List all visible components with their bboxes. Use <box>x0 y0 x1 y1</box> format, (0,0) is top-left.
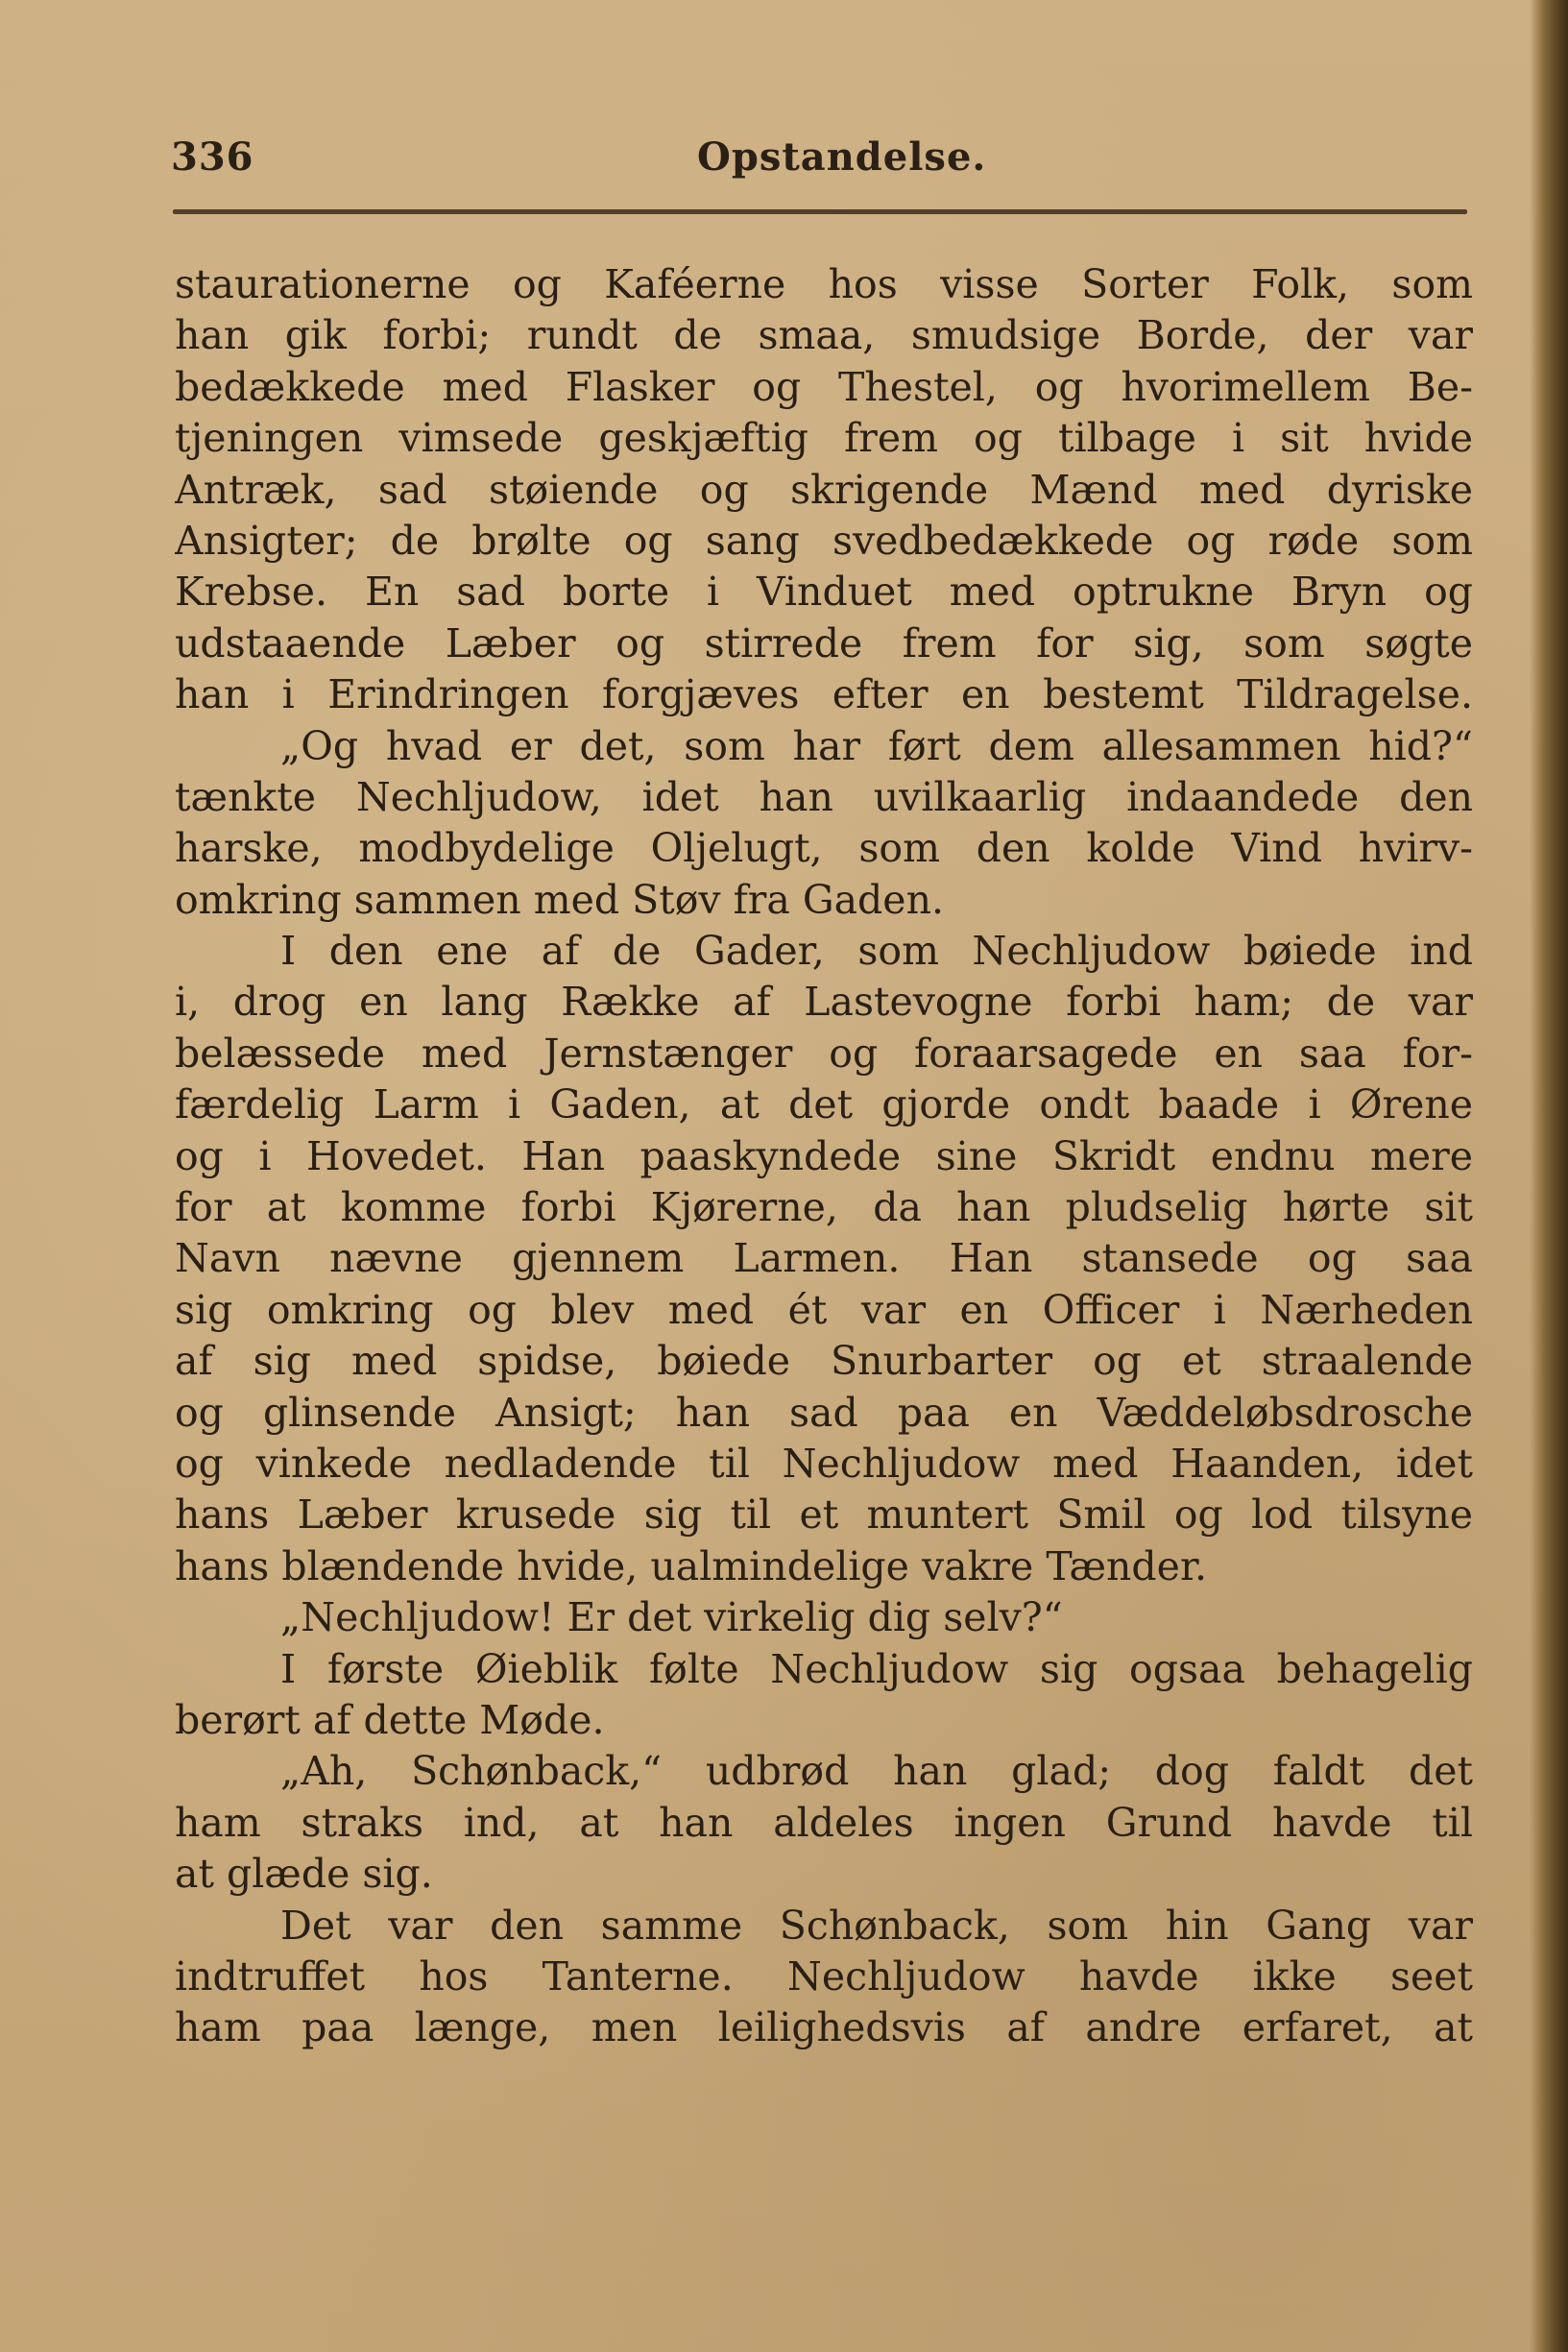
text-line: hans blændende hvide, ualmindelige vakre Tænder. <box>175 1542 1208 1589</box>
text-line: Krebse. En sad borte i Vinduet med optrukne Bryn og <box>175 569 1473 616</box>
text-line: omkring sammen med Støv fra Gaden. <box>175 876 945 923</box>
text-line: Antræk, sad støiende og skrigende Mænd med dyriske <box>175 466 1473 513</box>
text-line: „Nechljudow! Er det virkelig dig selv?“ <box>280 1594 1063 1641</box>
text-line: i, drog en lang Række af Lastevogne forbi ham; de var <box>175 979 1473 1026</box>
text-line: han i Erindringen forgjæves efter en bestemt Tildragelse. <box>175 671 1473 718</box>
body-text <box>175 259 1473 2054</box>
text-line: staurationerne og Kaféerne hos visse Sorter Folk, som <box>175 261 1473 307</box>
text-line: Ansigter; de brølte og sang svedbedækkede og røde som <box>175 517 1473 564</box>
page-edge-shadow <box>1530 0 1568 2352</box>
text-line: bedækkede med Flasker og Thestel, og hvorimellem Be- <box>175 363 1473 410</box>
text-line: Navn nævne gjennem Larmen. Han stansede og saa <box>175 1235 1473 1282</box>
text-line: berørt af dette Møde. <box>175 1696 605 1743</box>
text-line: udstaaende Læber og stirrede frem for sig, som søgte <box>175 619 1473 667</box>
header-rule <box>173 209 1467 214</box>
text-line: ham paa længe, men leilighedsvis af andre erfaret, at <box>175 2004 1473 2051</box>
text-line: tænkte Nechljudow, idet han uvilkaarlig indaandede den <box>175 773 1473 820</box>
text-line: I den ene af de Gader, som Nechljudow bøiede ind <box>280 928 1473 975</box>
page-number: 336 <box>171 134 254 180</box>
text-line: belæssede med Jernstænger og foraarsagede en saa for- <box>175 1030 1473 1077</box>
text-line: I første Øieblik følte Nechljudow sig ogsaa behagelig <box>280 1645 1473 1692</box>
text-line: at glæde sig. <box>175 1851 433 1898</box>
text-line: tjeningen vimsede geskjæftig frem og tilbage i sit hvide <box>175 415 1473 462</box>
text-line: og i Hovedet. Han paaskyndede sine Skridt endnu mere <box>175 1132 1473 1179</box>
page-header <box>171 134 1472 188</box>
text-line: og glinsende Ansigt; han sad paa en Væddeløbsdrosche <box>175 1389 1473 1436</box>
text-line: indtruffet hos Tanterne. Nechljudow havde ikke seet <box>175 1952 1473 2000</box>
text-line: „Og hvad er det, som har ført dem allesammen hid?“ <box>280 722 1473 769</box>
text-line: af sig med spidse, bøiede Snurbarter og et straalende <box>175 1338 1473 1385</box>
text-line: færdelig Larm i Gaden, at det gjorde ondt baade i Ørene <box>175 1081 1473 1128</box>
running-title: Opstandelse. <box>697 134 987 180</box>
text-line: han gik forbi; rundt de smaa, smudsige Borde, der var <box>175 312 1473 359</box>
text-line: Det var den samme Schønback, som hin Gang var <box>280 1902 1473 1949</box>
text-line: harske, modbydelige Oljelugt, som den kolde Vind hvirv- <box>175 825 1473 872</box>
text-line: ham straks ind, at han aldeles ingen Grund havde til <box>175 1799 1473 1846</box>
text-line: sig omkring og blev med ét var en Officer i Nærheden <box>175 1286 1473 1333</box>
text-line: hans Læber krusede sig til et muntert Smil og lod tilsyne <box>175 1491 1473 1539</box>
text-line: og vinkede nedladende til Nechljudow med Haanden, idet <box>175 1440 1473 1487</box>
text-line: „Ah, Schønback,“ udbrød han glad; dog faldt det <box>280 1748 1473 1795</box>
text-line: for at komme forbi Kjørerne, da han pludselig hørte sit <box>175 1184 1473 1231</box>
